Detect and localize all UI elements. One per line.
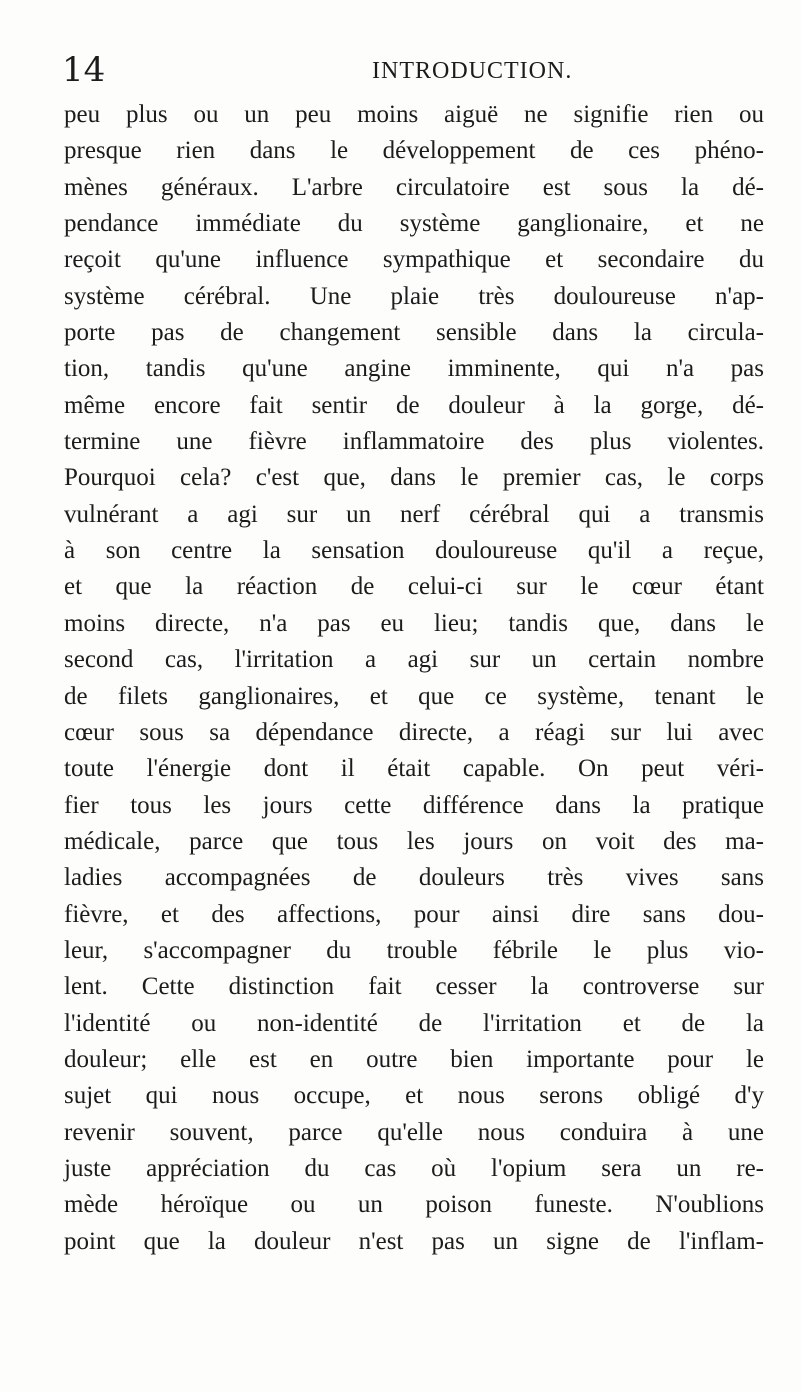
text-line: leur, s'accompagner du trouble fébrile le plus vio- xyxy=(64,936,764,964)
text-line: vulnérant a agi sur un nerf cérébral qui a transmis xyxy=(64,500,764,528)
text-line: presque rien dans le développement de ces phéno- xyxy=(64,137,764,165)
text-line: sujet qui nous occupe, et nous serons obligé d'y xyxy=(64,1082,764,1110)
text-line: à son centre la sensation douloureuse qu'il a reçue, xyxy=(64,537,764,565)
running-head: INTRODUCTION. xyxy=(372,58,573,84)
text-line: reçoit qu'une influence sympathique et secondaire du xyxy=(64,246,764,274)
text-line: Pourquoi cela? c'est que, dans le premier cas, le corps xyxy=(64,464,764,492)
text-line: cœur sous sa dépendance directe, a réagi sur lui avec xyxy=(64,718,764,746)
text-line: second cas, l'irritation a agi sur un certain nombre xyxy=(64,646,764,674)
text-line: moins directe, n'a pas eu lieu; tandis que, dans le xyxy=(64,609,764,637)
page-number: 14 xyxy=(62,50,106,90)
page-header xyxy=(62,50,762,90)
text-line: fier tous les jours cette différence dans la pratique xyxy=(64,791,764,819)
body-text xyxy=(64,97,764,1260)
text-line: peu plus ou un peu moins aiguë ne signifie rien ou xyxy=(64,101,764,128)
text-line: douleur; elle est en outre bien importante pour le xyxy=(64,1045,764,1073)
text-line: ladies accompagnées de douleurs très vives sans xyxy=(64,864,764,892)
text-line: système cérébral. Une plaie très douloureuse n'ap- xyxy=(64,282,764,310)
text-line: mède héroïque ou un poison funeste. N'oublions xyxy=(64,1191,764,1219)
text-line: mènes généraux. L'arbre circulatoire est sous la dé- xyxy=(64,173,764,201)
text-line: revenir souvent, parce qu'elle nous conduira à une xyxy=(64,1118,764,1146)
text-line: lent. Cette distinction fait cesser la controverse sur xyxy=(64,973,764,1001)
text-line: pendance immédiate du système ganglionaire, et ne xyxy=(64,210,764,238)
text-line: médicale, parce que tous les jours on voit des ma- xyxy=(64,827,764,855)
text-line: juste appréciation du cas où l'opium sera un re- xyxy=(64,1154,764,1182)
text-line: l'identité ou non-identité de l'irritation et de la xyxy=(64,1009,764,1037)
text-line: toute l'énergie dont il était capable. On peut véri- xyxy=(64,755,764,783)
text-line: tion, tandis qu'une angine imminente, qui n'a pas xyxy=(64,355,764,383)
text-line: termine une fièvre inflammatoire des plus violentes. xyxy=(64,428,764,456)
text-line: point que la douleur n'est pas un signe de l'inflam- xyxy=(64,1227,764,1255)
text-line: de filets ganglionaires, et que ce système, tenant le xyxy=(64,682,764,710)
text-line: et que la réaction de celui-ci sur le cœur étant xyxy=(64,573,764,601)
text-line: même encore fait sentir de douleur à la gorge, dé- xyxy=(64,391,764,419)
text-line: fièvre, et des affections, pour ainsi dire sans dou- xyxy=(64,900,764,928)
text-line: porte pas de changement sensible dans la circula- xyxy=(64,319,764,347)
